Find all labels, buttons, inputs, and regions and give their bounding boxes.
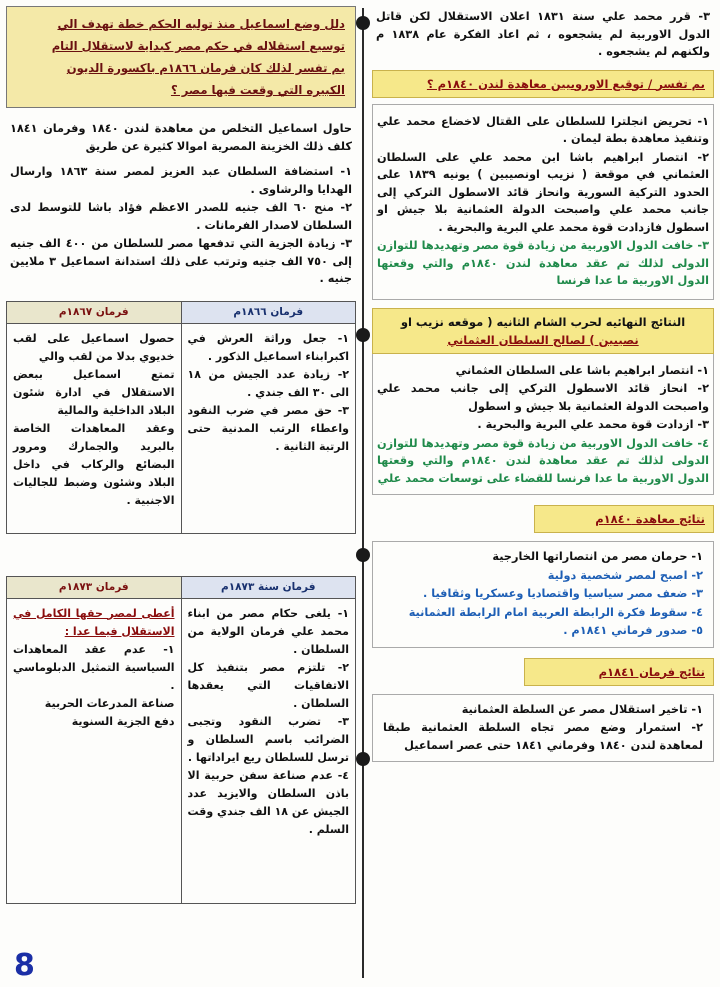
list-item: ٢- انتصار ابراهيم باشا ابن محمد علي على السلطان العثماني في موقعة ( نزيب اونصيبين ) يونيه ١٨٣٩ على الحدود التركية السورية وانحاز قائد الاسطول التركي إلى جانب محمد علي واصبحت الدولة العثمانية بلا جيش او اسطول فازدادت قوة محمد علي البرية والبحرية . xyxy=(377,150,709,234)
divider-dot xyxy=(356,548,370,562)
table-cell: ١- جعل وراثة العرش في اكبرابناء اسماعيل الذكور . ٢- زيادة عدد الجيش من ١٨ الى ٣٠ الف جندي . ٣- حق مصر في ضرب النقود واعطاء الرتب المدنية حتى الرتبة الثانية . xyxy=(181,323,356,533)
list-item: ١- استضافة السلطان عبد العزيز لمصر سنة ١٨٦٣ وارسال الهدايا والرشاوى . xyxy=(10,165,353,196)
right-column xyxy=(372,6,714,981)
list-item: ٢- استمرار وضع مصر تجاه السلطة العثمانية طبقا لمعاهدة لندن ١٨٤٠ وفرماني ١٨٤١ حتى عصر اسماعيل xyxy=(383,721,703,752)
list-item: ١- حرمان مصر من انتصاراتها الخارجية xyxy=(492,550,703,563)
table-cell: أعطى لمصر حقها الكامل في الاستقلال فيما عدا : ١- عدم عقد المعاهدات السياسية التمثيل الدبلوماسي . صناعة المدرعات الحربية دفع الجزية السنوية xyxy=(7,598,182,903)
firmans-table-1 xyxy=(6,301,356,534)
heading-second-war-results: النتائج النهائيه لحرب الشام الثانيه ( موقعه نزيب او نصيبين ) لصالح السلطان العثماني xyxy=(372,308,714,354)
firmans-table-2 xyxy=(6,576,356,904)
list-item: ٣- خافت الدول الاوربية من زيادة قوة مصر وتهديدها للتوازن الدولى لذلك تم عقد معاهدة لندن ١٨٤٠م والتي وقعتها الدول الاوربية ما عدا فرنسا xyxy=(377,239,709,287)
ismail-costs-paragraph: حاول اسماعيل التخلص من معاهدة لندن ١٨٤٠ وفرمان ١٨٤١ كلف ذلك الخزينة المصرية اموالا كثيرة عن طريق ١- استضافة السلطان عبد العزيز لمصر سنة ١٨٦٣ وارسال الهدايا والرشاوى . ٢- منح ٦٠ الف جنيه للصدر الاعظم فؤاد باشا للتوسط لدى السلطان لاصدار الفرمانات . ٣- زيادة الجزية التي تدفعها مصر للسلطان من ٤٠٠ الف جنيه إلى ٧٥٠ الف جنيه وترتب على ذلك استدانة اسماعيل ٣ ملايين جنيه . xyxy=(6,108,356,293)
ismail-intro-box: دلل وضع اسماعيل منذ توليه الحكم خطة تهدف الي توسيع استقلاله في حكم مصر كبداية لاستقلال التام بم تفسر لذلك كان فرمان ١٨٦٦م باكسورة الديون الكبيره التي وقعت فيها مصر ؟ xyxy=(6,6,356,108)
page-number: 8 xyxy=(14,948,35,983)
reasons-list xyxy=(372,104,714,300)
list-item: ٥- صدور فرماني ١٨٤١م . xyxy=(563,624,703,637)
list-item: ٤- سقوط فكرة الرابطة العربية امام الرابطة العثمانية xyxy=(408,605,703,619)
table-cell: حصول اسماعيل على لقب خديوي بدلا من لقب والي تمتع اسماعيل ببعض الاستقلال في ادارة شئون البلاد الداخلية والمالية وعقد المعاهدات الخاصة بالبريد والجمارك ومرور البضائع والركاب في داخل البلاد وشئون وضبط للجاليات الاجنبية . xyxy=(7,323,182,533)
table-header: فرمان ١٨٧٣م xyxy=(7,576,182,598)
list-item: ١- تاخير استقلال مصر عن السلطة العثمانية xyxy=(461,702,703,716)
heading-london-treaty-reasons: بم تفسر / توقيع الاوروبيين معاهدة لندن ١٨٤٠م ؟ xyxy=(372,70,714,98)
divider-dot xyxy=(356,328,370,342)
intro-paragraph: ٣- قرر محمد علي سنة ١٨٣١ اعلان الاستقلال لكن قاتل الدول الاوربية لم يشجعوه ، ثم اعاد الفكرة عام ١٨٣٨ م ولكنهم لم يشجعوه . xyxy=(376,10,710,58)
list-item: ٣- زيادة الجزية التي تدفعها مصر للسلطان من ٤٠٠ الف جنيه إلى ٧٥٠ الف جنيه وترتب على ذلك استدانة اسماعيل ٣ ملايين جنيه . xyxy=(10,237,353,285)
firman-results-list xyxy=(372,694,714,763)
table-cell: ١- يلغى حكام مصر من ابناء محمد علي فرمان الولاية من السلطان . ٢- تلتزم مصر بتنفيذ كل الاتفاقيات التي يعقدها السلطان . ٣- تضرب النقود وتجبى الضرائب باسم السلطان و ترسل للسلطان ريع ايراداتها . ٤- عدم صناعة سفن حربية الا باذن السلطان والايزيد عدد الجيش عن ١٨ الف جندي وقت السلم . xyxy=(181,598,356,903)
war-results-list xyxy=(372,354,714,496)
table-header: فرمان ١٨٦٧م xyxy=(7,301,182,323)
divider-dot xyxy=(356,16,370,30)
list-item: ٤- خافت الدول الاوربية من زيادة قوة مصر وتهديدها للتوازن الدولى لذلك تم عقد معاهدة لندن ١٨٤٠م والتي وقعتها الدول الاوربية ما عدا فرنسا للقضاء على توسعات محمد علي xyxy=(377,436,709,485)
list-item: ٣- ازدادت قوة محمد علي البرية والبحرية . xyxy=(477,418,709,431)
list-item: ١- تحريض انجلترا للسلطان على القتال لاخضاع محمد علي وتنفيذ معاهدة بطة ليمان . xyxy=(377,114,709,145)
list-item: ٣- ضعف مصر سياسيا واقتصاديا وعسكريا وثقافيا . xyxy=(422,587,703,600)
list-item: ١- انتصار ابراهيم باشا على السلطان العثماني xyxy=(455,363,709,377)
list-item: ٢- انحاز قائد الاسطول التركي إلى جانب محمد علي واصبحت الدولة العثمانية بلا جيش و اسطول xyxy=(377,382,709,413)
table-header: فرمان سنة ١٨٧٣م xyxy=(181,576,356,598)
heading-firman-1841-results: نتائج فرمان ١٨٤١م xyxy=(524,658,714,686)
divider-dot xyxy=(356,752,370,766)
heading-treaty-1840-results: نتائج معاهدة ١٨٤٠م xyxy=(534,505,714,533)
table-header: فرمان ١٨٦٦م xyxy=(181,301,356,323)
list-item: ٢- اصبح لمصر شخصية دولية xyxy=(547,568,703,582)
column-divider xyxy=(362,8,364,978)
treaty-results-list xyxy=(372,541,714,648)
list-item: ٢- منح ٦٠ الف جنيه للصدر الاعظم فؤاد باشا للتوسط لدى السلطان لاصدار الفرمانات . xyxy=(10,201,353,232)
left-column xyxy=(6,6,356,981)
